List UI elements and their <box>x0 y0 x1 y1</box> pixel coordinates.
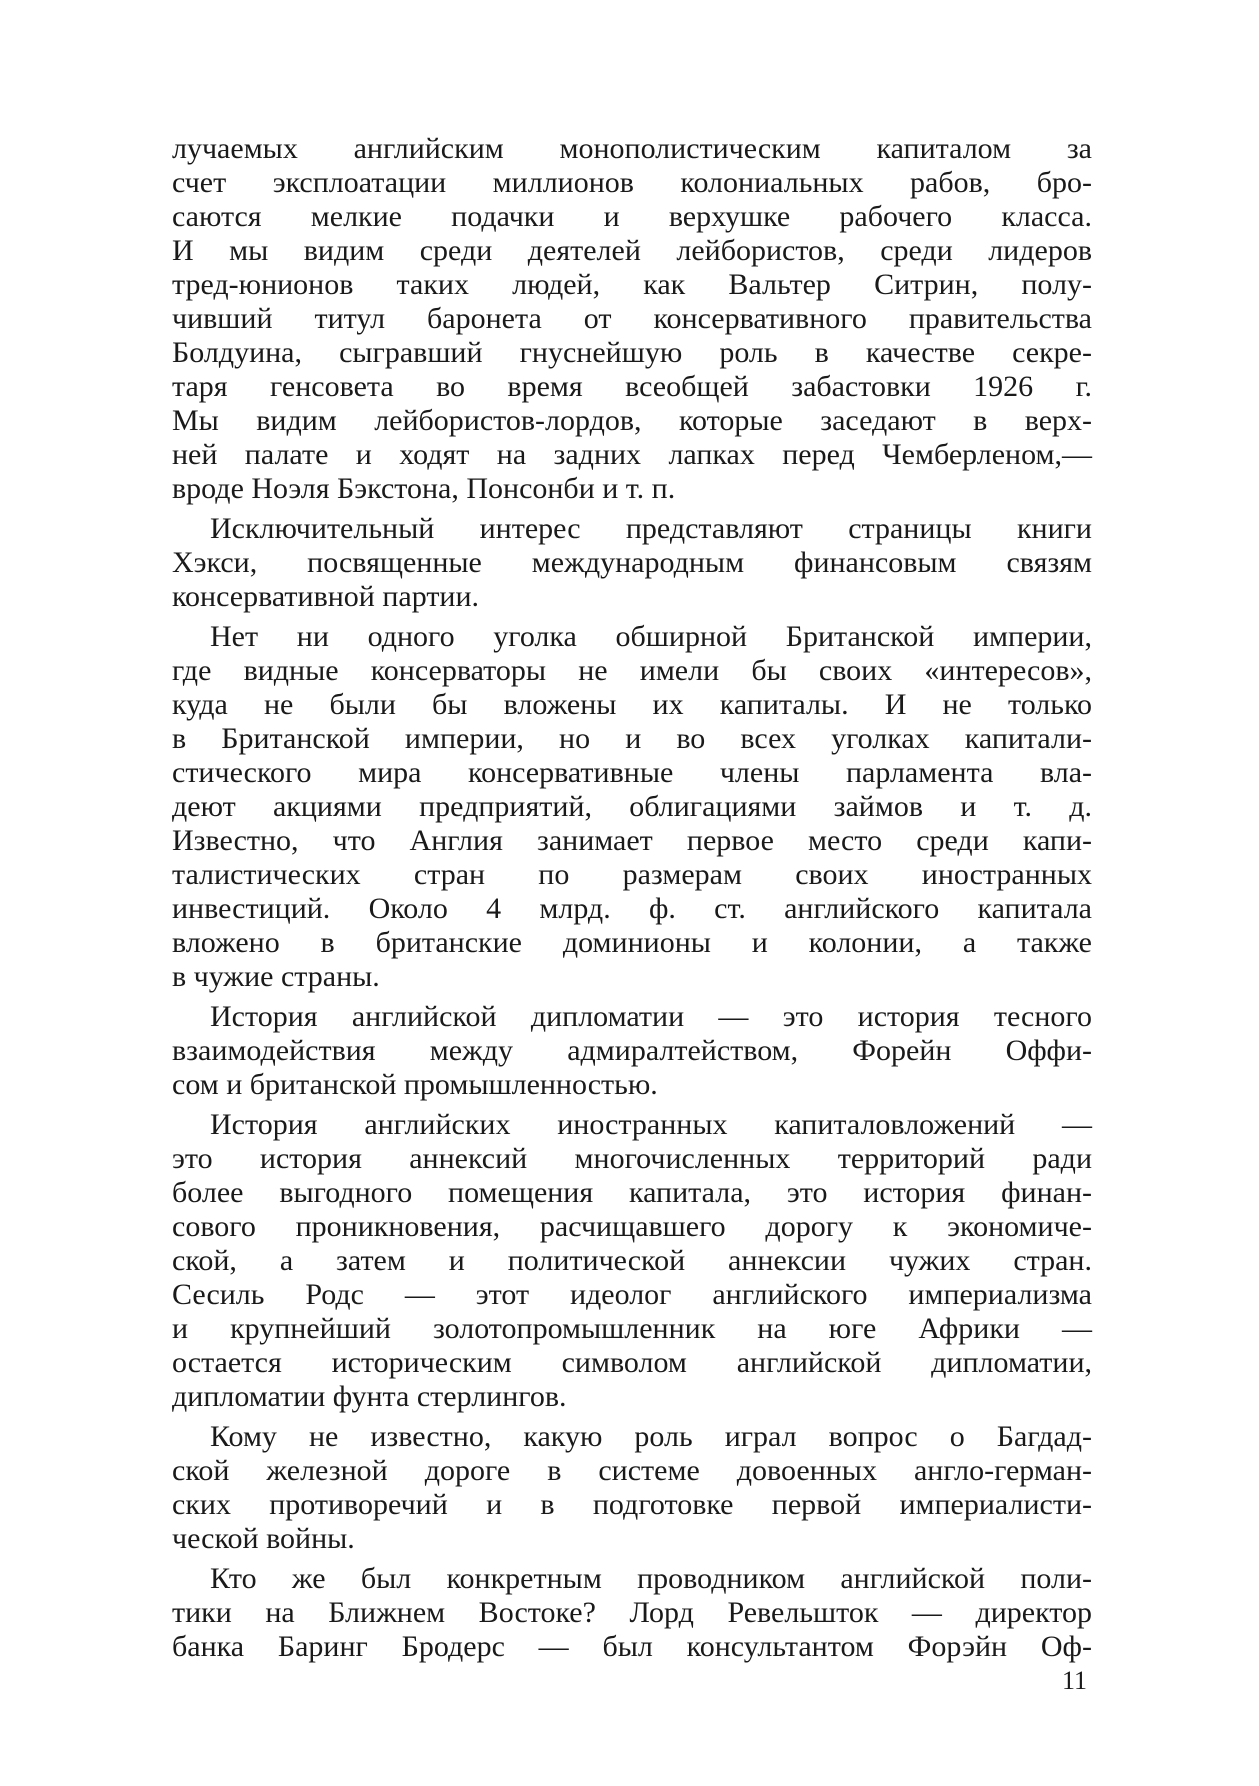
text-line: банка Баринг Бродерс — был консультантом Форэйн Оф- <box>172 1630 1092 1663</box>
text-line: вроде Ноэля Бэкстона, Понсонби и т. п. <box>172 472 676 505</box>
paragraph <box>172 1420 1092 1556</box>
paragraph <box>172 620 1092 994</box>
paragraph <box>172 1562 1092 1664</box>
text-line: ской, а затем и политической аннексии чужих стран. <box>172 1244 1092 1277</box>
text-line: История английских иностранных капиталовложений — <box>210 1108 1092 1141</box>
body-text <box>172 132 1092 1670</box>
text-line: вложено в британские доминионы и колонии, а также <box>172 926 1092 959</box>
text-line: чивший титул баронета от консервативного правительства <box>172 302 1092 335</box>
text-line: дипломатии фунта стерлингов. <box>172 1380 567 1413</box>
text-line: Нет ни одного уголка обширной Британской империи, <box>210 620 1092 653</box>
text-line: Хэкси, посвященные международным финансовым связям <box>172 546 1092 579</box>
text-line: таря генсовета во время всеобщей забастовки 1926 г. <box>172 370 1092 403</box>
text-line: ческой войны. <box>172 1522 355 1555</box>
text-line: ской железной дороге в системе довоенных англо-герман- <box>172 1454 1092 1487</box>
text-line: Кому не известно, какую роль играл вопрос о Багдад- <box>210 1420 1092 1453</box>
text-line: куда не были бы вложены их капиталы. И не только <box>172 688 1092 721</box>
paragraph <box>172 1108 1092 1414</box>
text-line: деют акциями предприятий, облигациями займов и т. д. <box>172 790 1092 823</box>
paragraph <box>172 1000 1092 1102</box>
text-line: Кто же был конкретным проводником английской поли- <box>210 1562 1092 1595</box>
text-line: взаимодействия между адмиралтейством, Форейн Оффи- <box>172 1034 1092 1067</box>
text-line: стического мира консервативные члены парламента вла- <box>172 756 1092 789</box>
text-line: в чужие страны. <box>172 960 380 993</box>
text-line: Сесиль Родс — этот идеолог английского империализма <box>172 1278 1092 1311</box>
text-line: талистических стран по размерам своих иностранных <box>172 858 1092 891</box>
text-line: консервативной партии. <box>172 580 480 613</box>
text-line: Мы видим лейбористов-лордов, которые заседают в верх- <box>172 404 1092 437</box>
text-line: тред-юнионов таких людей, как Вальтер Ситрин, полу- <box>172 268 1092 301</box>
text-line: Известно, что Англия занимает первое место среди капи- <box>172 824 1092 857</box>
text-line: счет эксплоатации миллионов колониальных рабов, бро- <box>172 166 1092 199</box>
text-line: сом и британской промышленностью. <box>172 1068 658 1101</box>
text-line: саются мелкие подачки и верхушке рабочего класса. <box>172 200 1092 233</box>
text-line: инвестиций. Около 4 млрд. ф. ст. английского капитала <box>172 892 1092 925</box>
text-line: Болдуина, сыгравший гнуснейшую роль в качестве секре- <box>172 336 1092 369</box>
text-line: где видные консерваторы не имели бы своих «интересов», <box>172 654 1092 687</box>
paragraph <box>172 132 1092 506</box>
text-line: и крупнейший золотопромышленник на юге Африки — <box>172 1312 1092 1345</box>
text-line: тики на Ближнем Востоке? Лорд Ревельшток — директор <box>172 1596 1092 1629</box>
paragraph <box>172 512 1092 614</box>
text-line: остается историческим символом английской дипломатии, <box>172 1346 1092 1379</box>
text-line: Исключительный интерес представляют страницы книги <box>210 512 1092 545</box>
text-line: сового проникновения, расчищавшего дорогу к экономиче- <box>172 1210 1092 1243</box>
text-line: более выгодного помещения капитала, это история финан- <box>172 1176 1092 1209</box>
text-line: лучаемых английским монополистическим капиталом за <box>172 132 1092 165</box>
text-line: это история аннексий многочисленных территорий ради <box>172 1142 1092 1175</box>
text-line: ней палате и ходят на задних лапках перед Чемберленом,— <box>172 438 1092 471</box>
text-line: ских противоречий и в подготовке первой империалисти- <box>172 1488 1092 1521</box>
text-line: И мы видим среди деятелей лейбористов, среди лидеров <box>172 234 1092 267</box>
page-number: 11 <box>1062 1666 1088 1695</box>
text-line: История английской дипломатии — это история тесного <box>210 1000 1092 1033</box>
text-line: в Британской империи, но и во всех уголках капитали- <box>172 722 1092 755</box>
